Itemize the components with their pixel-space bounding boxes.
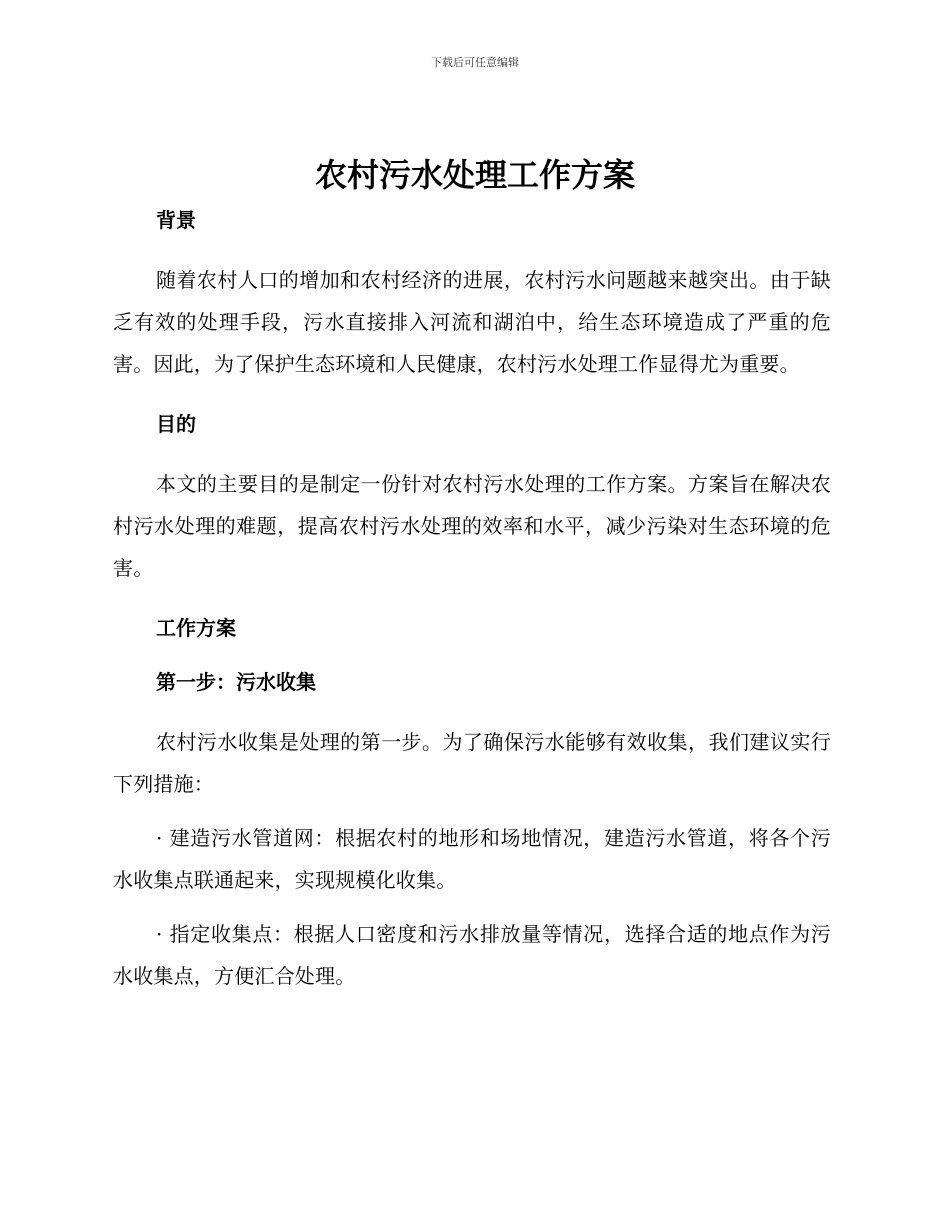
paragraph-background: 随着农村人口的增加和农村经济的进展，农村污水问题越来越突出。由于缺乏有效的处理手段，污水直接排入河流和湖泊中，给生态环境造成了严重的危害。因此，为了保护生态环境和人民健康，农村污水处理工作显得尤为重要。 <box>113 268 831 376</box>
list-item: · 指定收集点：根据人口密度和污水排放量等情况，选择合适的地点作为污水收集点，方便汇合处理。 <box>113 922 831 988</box>
document-body <box>113 205 831 997</box>
header-note: 下载后可任意编辑 <box>431 56 519 69</box>
section-heading-goal: 目的 <box>156 412 196 436</box>
section-heading-background: 背景 <box>156 208 196 232</box>
document-title: 农村污水处理工作方案 <box>314 156 635 194</box>
section-heading-plan: 工作方案 <box>156 616 236 640</box>
paragraph-step1: 农村污水收集是处理的第一步。为了确保污水能够有效收集，我们建议实行下列措施： <box>113 730 831 796</box>
subsection-heading-step1: 第一步：污水收集 <box>156 670 316 694</box>
list-item: · 建造污水管道网：根据农村的地形和场地情况，建造污水管道，将各个污水收集点联通起来，实现规模化收集。 <box>113 826 831 892</box>
paragraph-goal: 本文的主要目的是制定一份针对农村污水处理的工作方案。方案旨在解决农村污水处理的难题，提高农村污水处理的效率和水平，减少污染对生态环境的危害。 <box>113 472 831 580</box>
